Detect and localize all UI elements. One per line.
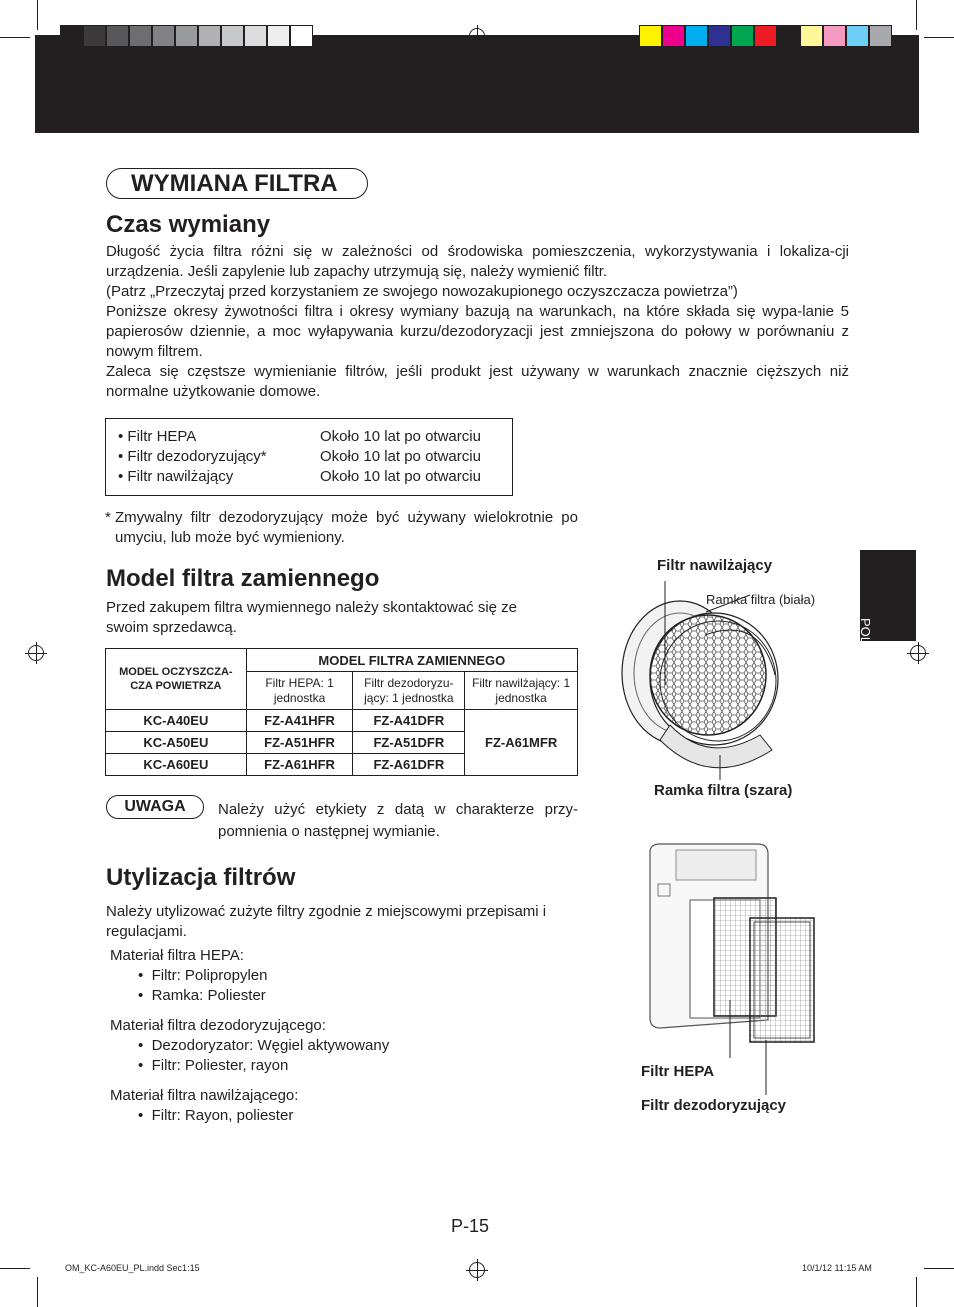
- table-cell-deo: FZ-A41DFR: [353, 710, 465, 732]
- crop-mark: [37, 1277, 38, 1307]
- life-value: Około 10 lat po otwarciu: [320, 448, 481, 465]
- color-swatch: [685, 25, 708, 47]
- crop-mark: [37, 0, 38, 30]
- uwaga-text: Należy użyć etykiety z datą w charakterze przy-pomnienia o następnej wymianie.: [218, 801, 578, 840]
- table-cell-model: KC-A40EU: [106, 710, 247, 732]
- czas-para1: Długość życia filtra różni się w zależności od środowiska pomieszczenia, wykorzystywania i lokaliza-cji urządzenia. Jeśli zapylenie lub zapachy utrzymują się, należy wymienić filtr.: [106, 243, 849, 280]
- filter-life-box: [105, 418, 513, 496]
- model-intro: Przed zakupem filtra wymiennego należy skontaktować się ze swoim sprzedawcą.: [106, 599, 518, 636]
- language-tab-label: POLSKI: [858, 618, 873, 665]
- czas-heading: Czas wymiany: [106, 211, 271, 238]
- registration-mark-icon: [910, 645, 926, 661]
- color-swatch: [777, 25, 800, 47]
- replacement-model-table: [105, 648, 578, 776]
- uwaga-badge: UWAGA: [106, 795, 204, 819]
- life-value: Około 10 lat po otwarciu: [320, 428, 481, 445]
- color-swatch: [639, 25, 662, 47]
- material-title: Materiał filtra HEPA:: [110, 947, 244, 964]
- utyl-heading: Utylizacja filtrów: [106, 864, 296, 891]
- color-swatch: [129, 25, 152, 47]
- table-subheader: Filtr dezodoryzu-jący: 1 jednostka: [353, 672, 465, 710]
- footnote-mark: *: [105, 509, 111, 526]
- color-swatch: [60, 25, 83, 47]
- label-grey-frame: Ramka filtra (szara): [654, 782, 793, 799]
- page-number: P-15: [451, 1216, 490, 1236]
- label-deo-filter: Filtr dezodoryzujący: [641, 1097, 787, 1114]
- color-swatch: [106, 25, 129, 47]
- table-subheader: Filtr nawilżający: 1 jednostka: [465, 672, 578, 710]
- table-cell-deo: FZ-A51DFR: [353, 732, 465, 754]
- crop-mark: [924, 1268, 954, 1269]
- crop-mark: [0, 37, 30, 38]
- footer-timestamp: 10/1/12 11:15 AM: [802, 1263, 872, 1273]
- humidifying-filter-illustration: [610, 575, 810, 780]
- material-item: • Ramka: Poliester: [138, 987, 266, 1004]
- label-humid-filter: Filtr nawilżający: [657, 557, 773, 574]
- material-title: Materiał filtra nawilżającego:: [110, 1087, 299, 1104]
- color-swatch: [731, 25, 754, 47]
- table-subheader: Filtr HEPA: 1 jednostka: [246, 672, 353, 710]
- label-hepa-filter: Filtr HEPA: [641, 1063, 715, 1080]
- life-name: • Filtr dezodoryzujący*: [118, 448, 267, 465]
- czas-para4: Zaleca się częstsze wymienianie filtrów, jeśli produkt jest używany w warunkach znacznie cięższych niż normalne użytkowanie domowe.: [106, 363, 849, 400]
- table-header-model: MODEL OCZYSZCZA-CZA POWIETRZA: [106, 649, 247, 710]
- color-swatch: [267, 25, 290, 47]
- color-swatch: [754, 25, 777, 47]
- life-value: Około 10 lat po otwarciu: [320, 468, 481, 485]
- registration-mark-icon: [28, 645, 44, 661]
- purifier-filters-illustration: [640, 840, 830, 1100]
- header-banner: [35, 35, 919, 133]
- color-swatch: [846, 25, 869, 47]
- material-item: • Filtr: Polipropylen: [138, 967, 268, 984]
- material-title: Materiał filtra dezodoryzującego:: [110, 1017, 326, 1034]
- section-title: WYMIANA FILTRA: [106, 168, 368, 199]
- czas-para3: Poniższe okresy żywotności filtra i okresy wymiany bazują na warunkach, na które składa się wypa-lanie 5 papierosów dziennie, a moc wyłapywania kurzu/dezodoryzacji jest zmniejszona do połowy w porównaniu z nowym filtrem.: [106, 303, 849, 360]
- table-cell-hepa: FZ-A51HFR: [246, 732, 353, 754]
- material-item: • Filtr: Poliester, rayon: [138, 1057, 289, 1074]
- color-swatch: [244, 25, 267, 47]
- table-row: [106, 710, 578, 732]
- color-swatch: [800, 25, 823, 47]
- color-swatch: [662, 25, 685, 47]
- table-cell-hepa: FZ-A41HFR: [246, 710, 353, 732]
- crop-mark: [916, 0, 917, 30]
- color-swatch: [83, 25, 106, 47]
- crop-mark: [0, 1268, 30, 1269]
- footer-file: OM_KC-A60EU_PL.indd Sec1:15: [65, 1263, 200, 1273]
- color-swatch: [869, 25, 892, 47]
- color-swatch: [290, 25, 313, 47]
- color-swatch: [198, 25, 221, 47]
- life-name: • Filtr nawilżający: [118, 468, 234, 485]
- model-heading: Model filtra zamiennego: [106, 565, 380, 592]
- color-swatch: [708, 25, 731, 47]
- footnote-text: Zmywalny filtr dezodoryzujący może być używany wielokrotnie po umyciu, lub może być wymieniony.: [115, 509, 578, 546]
- life-name: • Filtr HEPA: [118, 428, 197, 445]
- table-cell-hepa: FZ-A61HFR: [246, 754, 353, 776]
- material-item: • Filtr: Rayon, poliester: [138, 1107, 294, 1124]
- language-tab: [858, 550, 916, 665]
- table-cell-model: KC-A60EU: [106, 754, 247, 776]
- table-cell-deo: FZ-A61DFR: [353, 754, 465, 776]
- material-item: • Dezodoryzator: Węgiel aktywowany: [138, 1037, 390, 1054]
- color-swatch: [823, 25, 846, 47]
- table-cell-model: KC-A50EU: [106, 732, 247, 754]
- label-white-frame: Ramka filtra (biała): [706, 592, 816, 607]
- color-swatch: [152, 25, 175, 47]
- color-swatch: [175, 25, 198, 47]
- color-swatch: [221, 25, 244, 47]
- registration-mark-icon: [469, 1262, 485, 1278]
- crop-mark: [924, 37, 954, 38]
- table-cell-humid: FZ-A61MFR: [465, 710, 578, 776]
- czas-para2: (Patrz „Przeczytaj przed korzystaniem ze swojego nowozakupionego oczyszczacza powietrza”): [106, 283, 738, 300]
- crop-mark: [916, 1277, 917, 1307]
- utyl-intro: Należy utylizować zużyte filtry zgodnie z miejscowymi przepisami i regulacjami.: [106, 903, 547, 940]
- table-header-group: MODEL FILTRA ZAMIENNEGO: [246, 649, 577, 672]
